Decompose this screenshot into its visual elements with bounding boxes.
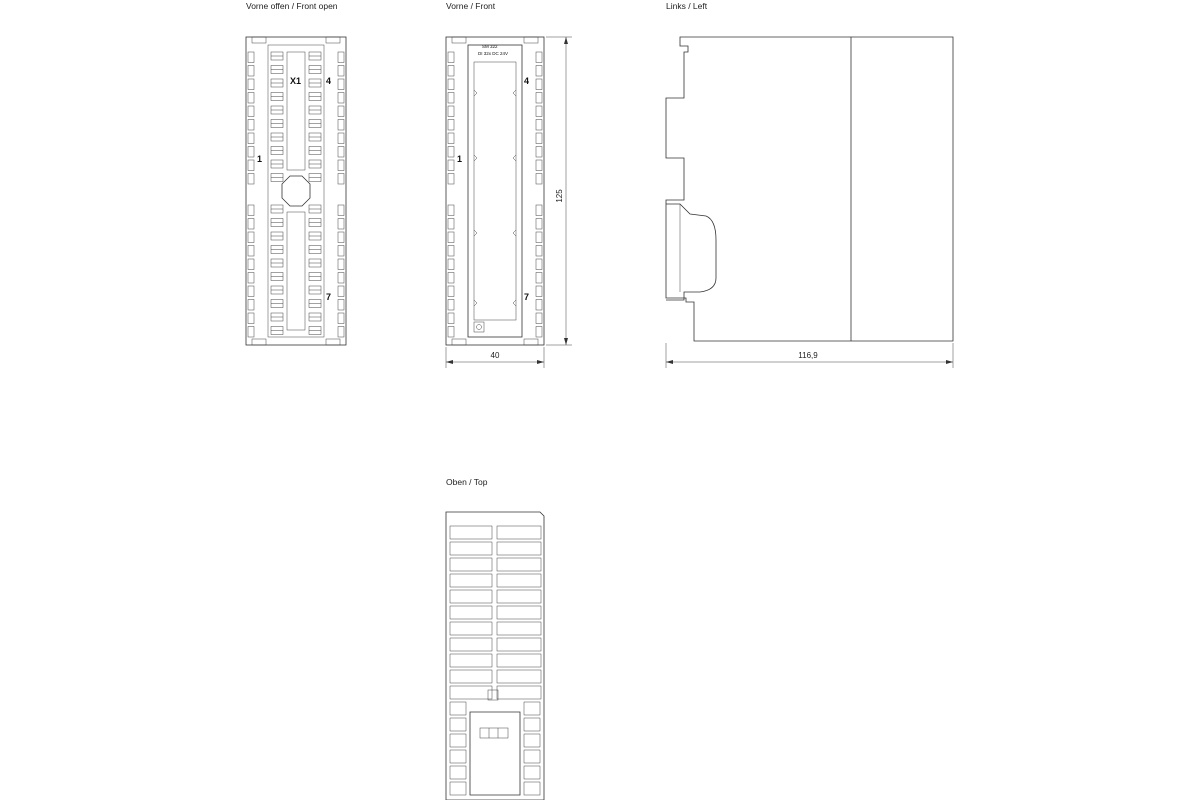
terminal [536,286,542,297]
terminal [248,147,254,158]
front-open-group-label-7: 7 [326,292,332,302]
terminal [338,259,344,270]
side-block [524,766,540,779]
front-open-inner-left-screws [271,52,283,335]
front-open-channel-top [287,52,305,170]
side-block [450,766,466,779]
terminal [536,93,542,104]
terminal [536,120,542,131]
side-block [524,702,540,715]
front-open-inner-right-screws [309,52,321,335]
front-open-channel-bottom [287,212,305,330]
terminal [248,313,254,324]
vent-slot [450,686,492,699]
width-arrow-left [446,360,453,364]
terminal [248,273,254,284]
window-notch [474,300,477,306]
vent-slot [497,654,541,667]
front-group-label-4: 4 [524,76,530,86]
terminal [338,93,344,104]
front-label-window [474,62,516,320]
top-latch-body [470,712,520,795]
height-dim-label: 125 [555,189,564,203]
terminal [448,52,454,63]
terminal [338,286,344,297]
front-tab-bl [452,339,466,345]
terminal [338,327,344,338]
terminal [536,313,542,324]
vent-slot [497,574,541,587]
vent-slot [497,686,541,699]
terminal [536,79,542,90]
terminal [248,160,254,171]
terminal [448,205,454,216]
vent-slot [497,638,541,651]
vent-slot [497,590,541,603]
front-tab-tl [452,37,466,43]
front-open-right-terminals [338,52,344,337]
left-outline [666,37,953,341]
vent-slot [450,670,492,683]
height-arrow-bottom [564,338,568,345]
terminal [248,133,254,144]
terminal [536,106,542,117]
terminal [338,66,344,77]
window-notch [474,155,477,161]
terminal [448,246,454,257]
terminal [338,52,344,63]
terminal [536,259,542,270]
vent-slot [497,542,541,555]
terminal [536,52,542,63]
front-group-label-1: 1 [457,154,463,164]
terminal [448,79,454,90]
top-title: Oben / Top [446,477,488,487]
terminal [338,79,344,90]
terminal [448,147,454,158]
top-vent-slots [450,526,541,699]
terminal [248,286,254,297]
terminal [448,160,454,171]
vent-slot [450,558,492,571]
terminal [536,133,542,144]
vent-slot [497,558,541,571]
front-group-label-7: 7 [524,292,530,302]
terminal [448,300,454,311]
terminal [248,327,254,338]
terminal [448,273,454,284]
height-arrow-top [564,37,568,44]
front-open-view [246,1,346,345]
front-module-text-1: SM 322 [482,44,498,49]
window-notch [513,90,516,96]
depth-arrow-left [666,360,673,364]
front-open-inner-frame [268,45,324,337]
terminal [536,219,542,230]
side-block [524,750,540,763]
terminal [448,313,454,324]
terminal [338,273,344,284]
terminal [536,327,542,338]
terminal [536,66,542,77]
vent-slot [450,574,492,587]
terminal [248,246,254,257]
front-status-led [477,325,482,330]
terminal [448,232,454,243]
terminal [248,52,254,63]
terminal [248,93,254,104]
side-block [450,702,466,715]
front-module-text-2: DI 32x DC 24V [478,51,509,56]
terminal [338,133,344,144]
terminal [338,106,344,117]
terminal [248,79,254,90]
front-open-tab-tr [326,37,340,43]
width-dim-label: 40 [490,351,500,360]
vent-slot [450,542,492,555]
left-view [666,1,953,368]
terminal [248,219,254,230]
terminal [338,205,344,216]
terminal [248,259,254,270]
window-notch [474,230,477,236]
vent-slot [497,622,541,635]
front-open-title: Vorne offen / Front open [246,1,338,11]
terminal [448,93,454,104]
terminal [536,160,542,171]
vent-slot [450,526,492,539]
terminal [248,300,254,311]
vent-slot [497,606,541,619]
front-open-connector-label: X1 [290,76,302,86]
terminal [338,120,344,131]
window-notch [513,230,516,236]
front-open-tab-tl [252,37,266,43]
side-block [524,734,540,747]
terminal [536,246,542,257]
front-open-group-label-1: 1 [257,154,263,164]
terminal [338,219,344,230]
front-tab-tr [524,37,538,43]
terminal [536,273,542,284]
terminal [448,106,454,117]
front-open-tab-br [326,339,340,345]
vent-slot [497,670,541,683]
terminal [248,120,254,131]
terminal [448,286,454,297]
terminal [338,232,344,243]
front-open-tab-bl [252,339,266,345]
terminal [338,300,344,311]
terminal [448,259,454,270]
top-side-blocks [450,702,540,795]
depth-dim-label: 116,9 [798,351,818,360]
terminal [448,174,454,185]
front-label-strip [468,45,522,337]
front-window-notches [474,90,516,306]
side-block [450,734,466,747]
front-view [446,1,572,368]
front-left-terminals [448,52,454,337]
front-title: Vorne / Front [446,1,496,11]
terminal [448,133,454,144]
depth-arrow-right [946,360,953,364]
side-block [450,718,466,731]
top-latch-slot [480,728,508,738]
side-block [450,782,466,795]
side-block [450,750,466,763]
terminal [338,313,344,324]
terminal [448,66,454,77]
terminal [248,232,254,243]
vent-slot [450,654,492,667]
top-latch-knob [488,690,498,700]
vent-slot [450,622,492,635]
window-notch [513,300,516,306]
front-outline [446,37,544,345]
terminal [248,106,254,117]
terminal [536,147,542,158]
vent-slot [450,606,492,619]
terminal [536,205,542,216]
terminal [338,246,344,257]
terminal [338,160,344,171]
vent-slot [497,526,541,539]
width-arrow-right [537,360,544,364]
side-block [524,718,540,731]
top-view [446,477,544,800]
terminal [338,174,344,185]
window-notch [474,90,477,96]
terminal [536,300,542,311]
vent-slot [450,590,492,603]
front-open-center-hub [282,176,310,206]
front-open-left-terminals [248,52,254,337]
terminal [536,232,542,243]
terminal [448,327,454,338]
left-title: Links / Left [666,1,708,11]
left-bus-connector [666,204,716,300]
window-notch [513,155,516,161]
side-block [524,782,540,795]
terminal [448,219,454,230]
terminal [448,120,454,131]
terminal [248,205,254,216]
terminal [536,174,542,185]
vent-slot [450,638,492,651]
terminal [248,174,254,185]
front-status-box [474,322,484,332]
front-tab-br [524,339,538,345]
front-open-group-label-4: 4 [326,76,332,86]
front-right-terminals [536,52,542,337]
terminal [338,147,344,158]
terminal [248,66,254,77]
